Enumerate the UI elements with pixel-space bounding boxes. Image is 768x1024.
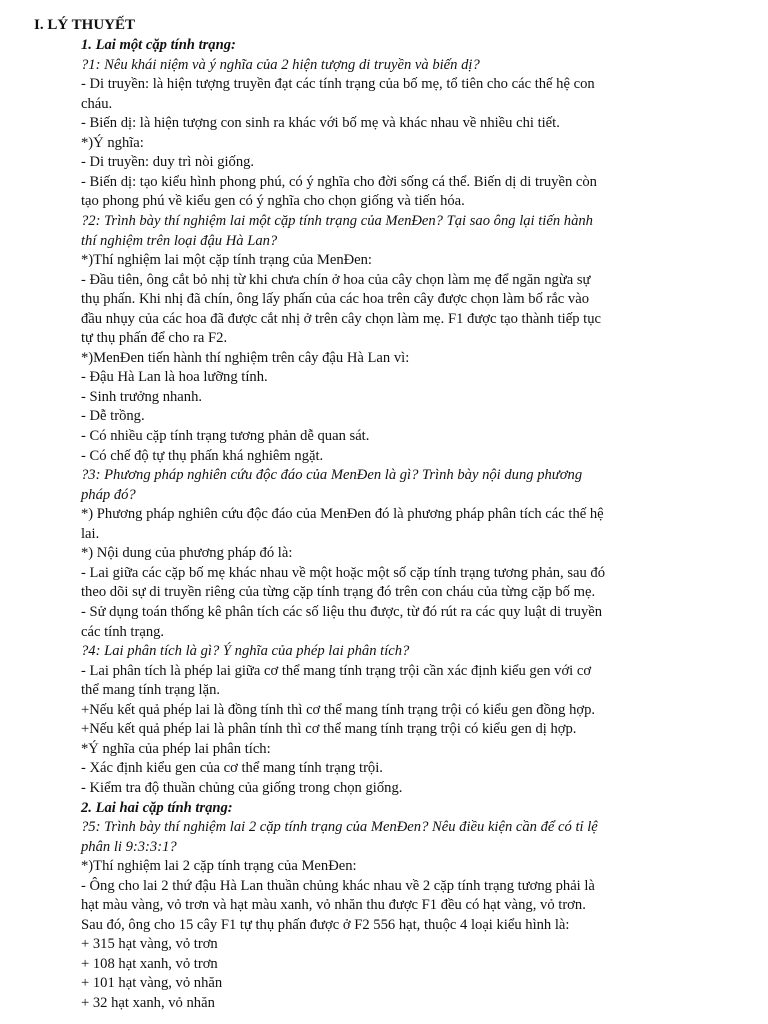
paragraph-line: - Xác định kiểu gen của cơ thể mang tính trạng trội. <box>81 760 383 777</box>
paragraph-line: theo dõi sự di truyền riêng của từng cặp tính trạng đó trên con cháu của từng cặp bố mẹ. <box>81 584 596 601</box>
paragraph-line: *) Nội dung của phương pháp đó là: <box>81 545 293 562</box>
paragraph-line: - Di truyền: duy trì nòi giống. <box>81 154 255 171</box>
paragraph-line: Sau đó, ông cho 15 cây F1 tự thụ phấn được ở F2 556 hạt, thuộc 4 loại kiểu hình là: <box>81 916 570 933</box>
question-text: ?1: Nêu khái niệm và ý nghĩa của 2 hiện tượng di truyền và biến dị? <box>81 56 480 73</box>
paragraph-line: *)Thí nghiệm lai một cặp tính trạng của MenĐen: <box>81 252 372 269</box>
paragraph-line: hạt màu vàng, vỏ trơn và hạt màu xanh, vỏ nhăn thu được F1 đều có hạt vàng, vỏ trơn. <box>81 897 586 914</box>
paragraph-line: tạo phong phú về kiểu gen có ý nghĩa cho chọn giống và tiến hóa. <box>81 193 465 210</box>
question-text: pháp đó? <box>81 486 136 503</box>
paragraph-line: + 108 hạt xanh, vỏ trơn <box>81 955 218 972</box>
paragraph-line: tự thụ phấn để cho ra F2. <box>81 330 228 347</box>
question-text: ?2: Trình bày thí nghiệm lai một cặp tính trạng của MenĐen? Tại sao ông lại tiến hành <box>81 213 593 229</box>
paragraph-line: - Kiểm tra độ thuần chủng của giống trong chọn giống. <box>81 779 403 796</box>
question-text: thí nghiệm trên loại đậu Hà Lan? <box>81 232 278 249</box>
paragraph-line: - Có nhiều cặp tính trạng tương phản dễ quan sát. <box>81 428 370 444</box>
document-title: I. LÝ THUYẾT <box>34 17 136 33</box>
paragraph-line: các tính trạng. <box>81 623 165 640</box>
paragraph-line: *Ý nghĩa của phép lai phân tích: <box>81 740 271 757</box>
paragraph-line: cháu. <box>81 95 113 112</box>
paragraph-line: thụ phấn. Khi nhị đã chín, ông lấy phấn của các hoa trên cây được chọn làm bố rắc vào <box>81 291 589 308</box>
paragraph-line: - Sinh trưởng nhanh. <box>81 388 203 405</box>
section-heading: 1. Lai một cặp tính trạng: <box>81 37 236 53</box>
paragraph-line: - Biến dị: là hiện tượng con sinh ra khác với bố mẹ và khác nhau về nhiều chi tiết. <box>81 115 560 132</box>
question-text: phân li 9:3:3:1? <box>81 838 177 855</box>
paragraph-line: *)Thí nghiệm lai 2 cặp tính trạng của MenĐen: <box>81 858 357 875</box>
section-heading: 2. Lai hai cặp tính trạng: <box>81 799 233 816</box>
paragraph-line: + 101 hạt vàng, vỏ nhăn <box>81 975 223 992</box>
paragraph-line: - Lai phân tích là phép lai giữa cơ thể mang tính trạng trội cần xác định kiểu gen với cơ <box>81 662 592 679</box>
paragraph-line: + 32 hạt xanh, vỏ nhăn <box>81 995 215 1011</box>
paragraph-line: - Có chế độ tự thụ phấn khá nghiêm ngặt. <box>81 447 324 464</box>
paragraph-line: - Biến dị: tạo kiểu hình phong phú, có ý nghĩa cho đời sống cá thể. Biến dị di truyền còn <box>81 173 597 190</box>
paragraph-line: - Lai giữa các cặp bố mẹ khác nhau về một hoặc một số cặp tính trạng tương phản, sau đó <box>81 564 606 581</box>
paragraph-line: +Nếu kết quả phép lai là phân tính thì cơ thể mang tính trạng trội có kiểu gen dị hợp. <box>81 721 577 738</box>
paragraph-line: - Đầu tiên, ông cắt bỏ nhị từ khi chưa chín ở hoa của cây chọn làm mẹ để ngăn ngừa sự <box>81 271 591 288</box>
paragraph-line: *)Ý nghĩa: <box>81 134 144 151</box>
paragraph-line: + 315 hạt vàng, vỏ trơn <box>81 936 218 953</box>
question-text: ?4: Lai phân tích là gì? Ý nghĩa của phép lai phân tích? <box>81 643 410 660</box>
paragraph-line: - Ông cho lai 2 thứ đậu Hà Lan thuần chủng khác nhau về 2 cặp tính trạng tương phải là <box>81 877 595 894</box>
paragraph-line: thể mang tính trạng lặn. <box>81 682 221 699</box>
paragraph-line: - Di truyền: là hiện tượng truyền đạt các tính trạng của bố mẹ, tổ tiên cho các thế hệ con <box>81 76 595 93</box>
paragraph-line: - Dễ trồng. <box>81 408 145 425</box>
paragraph-line: +Nếu kết quả phép lai là đồng tính thì cơ thể mang tính trạng trội có kiểu gen đồng hợp. <box>81 701 596 718</box>
paragraph-line: đầu nhụy của các hoa đã được cắt nhị ở trên cây chọn làm mẹ. F1 được tạo thành tiếp tục <box>81 310 601 327</box>
paragraph-line: *)MenĐen tiến hành thí nghiệm trên cây đậu Hà Lan vì: <box>81 349 410 366</box>
paragraph-line: *) Phương pháp nghiên cứu độc đáo của MenĐen đó là phương pháp phân tích các thế hệ <box>81 506 604 523</box>
paragraph-line: - Sử dụng toán thống kê phân tích các số liệu thu được, từ đó rút ra các quy luật di truyền <box>81 604 603 620</box>
question-text: ?5: Trình bày thí nghiệm lai 2 cặp tính trạng của MenĐen? Nêu điều kiện cần để có tỉ lệ <box>81 819 598 835</box>
paragraph-line: - Đậu Hà Lan là hoa lưỡng tính. <box>81 369 268 386</box>
question-text: ?3: Phương pháp nghiên cứu độc đáo của MenĐen là gì? Trình bày nội dung phương <box>81 467 583 484</box>
paragraph-line: lai. <box>81 525 100 542</box>
